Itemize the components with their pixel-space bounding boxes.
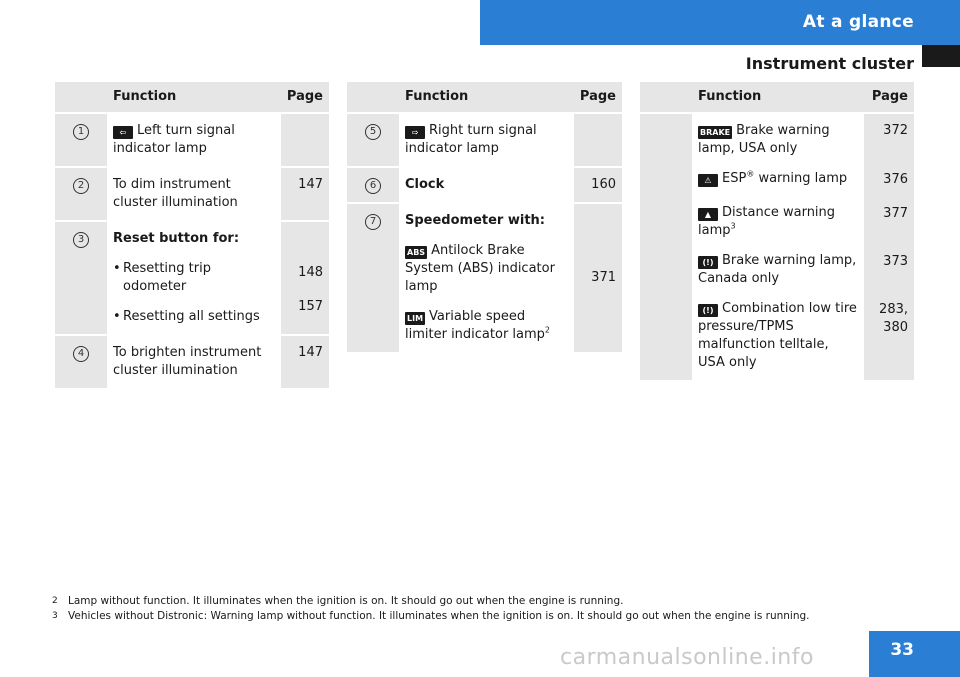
page-ref: 376: [864, 163, 914, 197]
footnote: [52, 609, 810, 624]
section-tab: [922, 45, 960, 67]
table-row: [55, 335, 329, 389]
brake-warning-icon: BRAKE: [700, 128, 731, 137]
function-header: Function: [107, 82, 281, 113]
footnotes: [52, 594, 810, 624]
function-table-3: [640, 82, 914, 382]
page-header: Page: [864, 82, 914, 113]
page-ref: 371: [574, 203, 622, 353]
watermark: carmanualsonline.info: [560, 645, 814, 670]
page-ref: [281, 113, 329, 167]
table-row: [640, 197, 914, 245]
page-ref: 372: [864, 113, 914, 163]
table-row: [347, 113, 622, 167]
page-number-box: [869, 631, 960, 677]
footnote-text: Vehicles without Distronic: Warning lamp without function. It illuminates when the ignition is on. It should go out when the engine is running.: [68, 610, 810, 622]
function-table-1: [55, 82, 329, 390]
table-row: [347, 167, 622, 203]
callout-number: 4: [73, 346, 89, 362]
page-number: 33: [890, 640, 914, 660]
section-title: Instrument cluster: [745, 54, 914, 73]
table-row: [55, 113, 329, 167]
left-turn-signal-icon: ⇦: [113, 126, 133, 139]
chapter-title: At a glance: [802, 12, 914, 32]
footnote: [52, 594, 810, 609]
abs-icon: ABS: [407, 248, 426, 257]
row-text: ESP: [722, 171, 747, 186]
page-ref: 147: [281, 335, 329, 389]
callout-number: 2: [73, 178, 89, 194]
row-text: To brighten instrument cluster illumination: [113, 345, 262, 378]
footnote-text: Lamp without function. It illuminates when the ignition is on. It should go out when the engine is running.: [68, 595, 624, 607]
table-row: [640, 245, 914, 293]
footnote-number: 2: [52, 596, 58, 606]
table-row: [55, 167, 329, 221]
row-text: Speedometer with:: [405, 213, 546, 228]
page-header: Page: [281, 82, 329, 113]
page-ref: 283, 380: [864, 293, 914, 381]
sub-item: Variable speed limiter indicator lamp: [405, 309, 545, 342]
table-row: [55, 221, 329, 335]
function-header: Function: [399, 82, 574, 113]
page-ref: 148: [298, 265, 323, 280]
callout-number: 1: [73, 124, 89, 140]
tire-pressure-icon: (!): [698, 304, 718, 317]
limiter-icon: LIM: [407, 314, 424, 323]
row-text: To dim instrument cluster illumination: [113, 177, 238, 210]
footnote-number: 3: [52, 611, 58, 621]
footnote-ref: 2: [544, 325, 551, 335]
row-text: Brake warning lamp, USA only: [698, 123, 830, 156]
esp-warning-icon: ⚠: [698, 174, 718, 187]
row-text: warning lamp: [754, 171, 848, 186]
function-header: Function: [692, 82, 864, 113]
function-table-2: [347, 82, 622, 354]
page-ref: 160: [574, 167, 622, 203]
sub-item: Antilock Brake System (ABS) indicator lamp: [405, 243, 555, 294]
page-ref: 377: [864, 197, 914, 245]
footnote-ref: 3: [730, 221, 736, 231]
brake-warning-canada-icon: (!): [698, 256, 718, 269]
row-text: Distance warning lamp: [698, 205, 836, 238]
bullet-item: • Resetting all settings: [113, 308, 275, 326]
row-text: Reset button for:: [113, 231, 240, 246]
page-header: Page: [574, 82, 622, 113]
table-row: [347, 203, 622, 353]
registered-mark: ®: [746, 169, 755, 179]
page-ref: 157: [298, 299, 323, 314]
row-text: Clock: [405, 177, 445, 192]
row-text: Brake warning lamp, Canada only: [698, 253, 857, 286]
callout-number: 6: [365, 178, 381, 194]
row-text: Left turn signal indicator lamp: [113, 123, 235, 156]
page-ref: [574, 113, 622, 167]
table-row: [640, 293, 914, 381]
callout-number: 7: [365, 214, 381, 230]
bullet-item: • Resetting trip odometer: [113, 260, 275, 296]
right-turn-signal-icon: ⇨: [405, 126, 425, 139]
row-text: Right turn signal indicator lamp: [405, 123, 537, 156]
page-ref: 147: [281, 167, 329, 221]
page-ref: 373: [864, 245, 914, 293]
table-row: [640, 113, 914, 163]
callout-number: 5: [365, 124, 381, 140]
row-text: Combination low tire pressure/TPMS malfunction telltale, USA only: [698, 301, 857, 370]
distance-warning-icon: ▲: [698, 208, 718, 221]
callout-number: 3: [73, 232, 89, 248]
table-row: [640, 163, 914, 197]
